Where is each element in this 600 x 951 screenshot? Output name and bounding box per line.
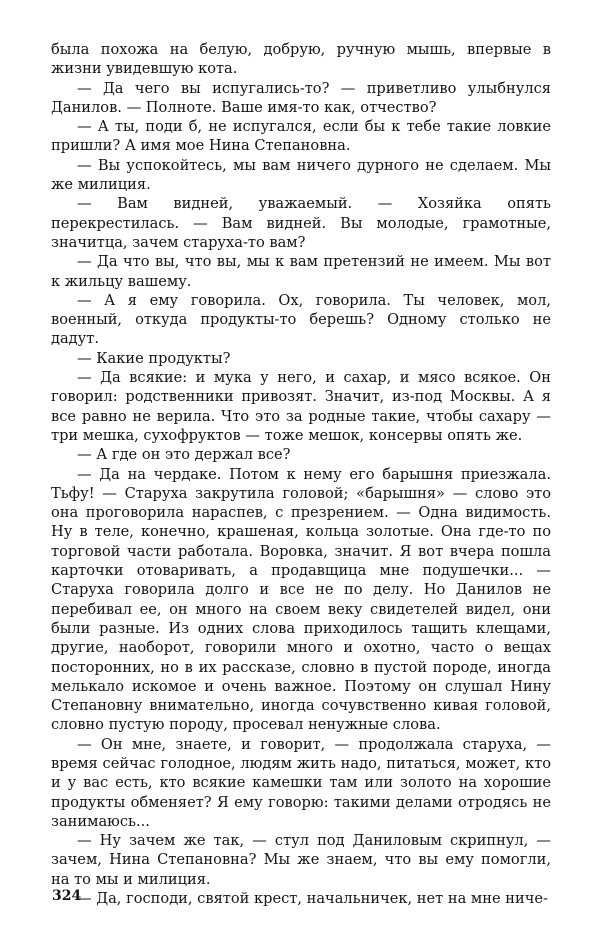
- paragraph-1: была похожа на белую, добрую, ручную мышь, впервые в жизни увидевшую кота.: [51, 41, 551, 78]
- paragraph-12: — Он мне, знаете, и говорит, — продолжала старуха, — время сейчас голодное, людям жить надо, питаться, может, кто и у вас есть, кто всякие камешки там или золото на хорошие продукты обменяет? Я ему говорю: такими делами отродясь не занимаюсь...: [51, 735, 551, 830]
- paragraph-9: — Да всякие: и мука у него, и сахар, и мясо всякое. Он говорил: родственники привозят. Значит, из-под Москвы. А я все равно не верила. Что это за родные такие, чтобы сахару — три мешка, сухофруктов — тоже мешок, консервы опять же.: [51, 369, 551, 444]
- paragraph-11: — Да на чердаке. Потом к нему его барышня приезжала. Тьфу! — Старуха закрутила головой; «барышня» — слово это она проговорила нараспев, с презрением. — Одна видимость. Ну в теле, конечно, крашеная, кольца золотые. Она где-то по торговой части работала. Воровка, значит. Я вот вчера пошла карточки отоваривать, а продавщица мне подушечки... — Старуха говорила долго и все не по делу. Но Данилов не перебивал ее, он много на своем веку свидетелей видел, они были разные. Из одних слова приходилось тащить клещами, другие, наоборот, говорили много и охотно, часто о вещах посторонних, но в их рассказе, словно в пустой породе, иногда мелькало искомое и очень важное. Поэтому он слушал Нину Степановну внимательно, иногда сочувственно кивая головой, словно пустую породу, просевал ненужные слова.: [51, 465, 551, 734]
- paragraph-7: — А я ему говорила. Ох, говорила. Ты человек, мол, военный, откуда продукты-то берешь? Одному столько не дадут.: [51, 291, 551, 348]
- paragraph-6: — Да что вы, что вы, мы к вам претензий не имеем. Мы вот к жильцу вашему.: [51, 253, 551, 290]
- paragraph-13: — Ну зачем же так, — стул под Даниловым скрипнул, — зачем, Нина Степановна? Мы же знаем, что вы ему помогли, на то мы и милиция.: [51, 832, 551, 888]
- paragraph-4: — Вы успокойтесь, мы вам ничего дурного не сделаем. Мы же милиция.: [51, 156, 551, 194]
- paragraph-2: — Да чего вы испугались-то? — приветливо улыбнулся Данилов. — Полноте. Ваше имя-то как, отчество?: [51, 79, 551, 116]
- paragraph-8: — Какие продукты?: [77, 349, 231, 367]
- paragraph-3: — А ты, поди б, не испугался, если бы к тебе такие ловкие пришли? А имя мое Нина Степановна.: [51, 118, 551, 155]
- paragraph-14: — Да, господи, святой крест, начальничек, нет на мне ниче-: [77, 890, 548, 908]
- paragraph-10: — А где он это держал все?: [77, 446, 291, 464]
- page-number: 324: [52, 888, 82, 904]
- page-body: [51, 40, 551, 908]
- paragraph-5: — Вам видней, уважаемый. — Хозяйка опять перекрестилась. — Вам видней. Вы молодые, грамотные, значитца, зачем старуха-то вам?: [51, 195, 551, 251]
